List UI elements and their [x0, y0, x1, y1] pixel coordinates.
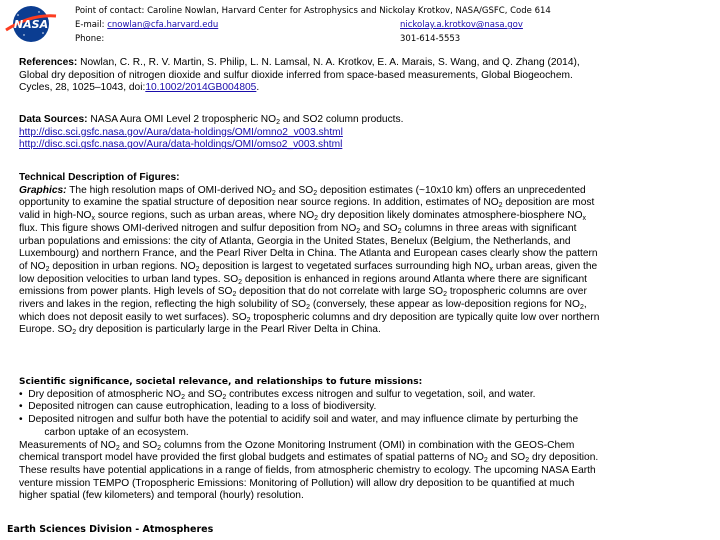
- references-section: References: Nowlan, C. R., R. V. Martin, S. Philip, L. N. Lamsal, N. A. Krotkov, E. A. Marais, S. Wang, and Q. Zhang (2014), Global dry deposition of nitrogen dioxide and sulfur dioxide inferred from space-based measurements, Global Biogeochem. Cycles, 28, 1025–1043, doi:10.1002/2014GB004805.: [19, 57, 580, 94]
- email-label: E-mail:: [75, 20, 105, 30]
- contact-line: Point of contact: Caroline Nowlan, Harvard Center for Astrophysics and Nickolay Krotkov, NASA/GSFC, Code 614: [75, 6, 551, 16]
- svg-text:NASA: NASA: [13, 18, 49, 31]
- graphics-label: Graphics:: [19, 184, 67, 196]
- bullet-1: • Dry deposition of atmospheric $NO_2$ and $SO_2$ contributes excess nitrogen and sulfur to vegetation, soil, and water.: [19, 388, 536, 401]
- email-link-nowlan[interactable]: cnowlan@cfa.harvard.edu: [107, 20, 219, 30]
- technical-description: Technical Description of Figures: Graphics: The high resolution maps of OMI-derived $NO_2$ and $SO_2$ deposition estimates (~10x10 km) offers an unprecedented opportunity to examine the spatial structure of deposition near source regions. In addition, estimates of $NO_2$ deposition are most valid in high-$NO_x$ source regions, such as urban areas, where $NO_2$ dry deposition likely dominates atmosphere-biosphere $NO_x$ flux. This figure shows OMI-derived nitrogen and sulfur deposition from $NO_2$ and $SO_2$ columns in three areas with significant urban populations and emissions: the city of Atlanta, Georgia in the United States, Benelux (Belgium, the Netherlands, and Luxembourg) and northern France, and the Pearl River Delta in China. The Atlanta and European cases clearly show the pattern of $NO_2$ deposition in urban regions. $NO_2$ deposition is largest to vegetated surfaces surrounding high $NO_x$ urban areas, given the low deposition velocities to urban land types. $SO_2$ deposition is enhanced in regions around Atlanta where there are significant emissions from power plants. High levels of $SO_2$ deposition that do not correlate with large $SO_2$ tropospheric columns are over rivers and lakes in the region, reflecting the high solubility of $SO_2$ (conversely, these appear as low-deposition regions for $NO_2$, which does not deposit easily to wet surfaces). $SO_2$ tropospheric columns and dry deposition are typically quite low over northern Europe. $SO_2$ dry deposition is particularly large in the Pearl River Delta in China.: [19, 172, 701, 337]
- division-footer: Earth Sciences Division - Atmospheres: [7, 524, 214, 535]
- bullet-2: • Deposited nitrogen can cause eutrophication, leading to a loss of biodiversity.: [19, 401, 377, 413]
- science-heading: Scientific significance, societal relevance, and relationships to future missions:: [19, 377, 423, 387]
- phone-number: 301-614-5553: [400, 34, 461, 44]
- omso2-link[interactable]: http://disc.sci.gsfc.nasa.gov/Aura/data-holdings/OMI/omso2_v003.shtml: [19, 139, 343, 151]
- doi-link[interactable]: 10.1002/2014GB004805: [145, 82, 257, 94]
- email-link-krotkov[interactable]: nickolay.a.krotkov@nasa.gov: [400, 20, 523, 30]
- data-sources-label: Data Sources:: [19, 114, 88, 125]
- nasa-logo: [4, 4, 58, 44]
- technical-label: Technical Description of Figures:: [19, 172, 180, 183]
- data-sources-section: Data Sources: NASA Aura OMI Level 2 tropospheric $NO_2$ and SO2 column products. http://disc.sci.gsfc.nasa.gov/Aura/data-holdings/OMI/omno2_v003.shtml http://disc.sci.gsfc.nasa.gov/Aura/data-holdings/OMI/omso2_v003.shtml: [19, 114, 404, 151]
- bullet-3: • Deposited nitrogen and sulfur both have the potential to acidify soil and water, and may influence climate by perturbing the: [19, 414, 579, 426]
- phone-label: Phone:: [75, 34, 105, 44]
- scientific-significance: Scientific significance, societal relevance, and relationships to future missions: • Dry deposition of atmospheric $NO_2$ and $SO_2$ contributes excess nitrogen and sulfur to vegetation, soil, and water. • Deposited nitrogen can cause eutrophication, leading to a loss of biodiversity. • Deposited nitrogen and sulfur both have the potential to acidify soil and water, and may influence climate by perturbing the carbon uptake of an ecosystem. Measurements of $NO_2$ and $SO_2$ columns from the Ozone Monitoring Instrument (OMI) in combination with the GEOS-Chem chemical transport model have provided the first global budgets and estimates of spatial patterns of $NO_2$ and $SO_2$ dry deposition. These results have potential applications in a range of fields, from atmospheric chemistry to ecology. The upcoming NASA Earth venture mission TEMPO (Tropospheric Emissions: Monitoring of Pollution) will allow dry deposition to be quantified at much higher spatial (few kilometers) and temporal (hourly) resolution.: [19, 376, 701, 503]
- references-label: References:: [19, 57, 78, 68]
- omno2-link[interactable]: http://disc.sci.gsfc.nasa.gov/Aura/data-holdings/OMI/omno2_v003.shtml: [19, 126, 343, 138]
- contact-header: [75, 4, 715, 46]
